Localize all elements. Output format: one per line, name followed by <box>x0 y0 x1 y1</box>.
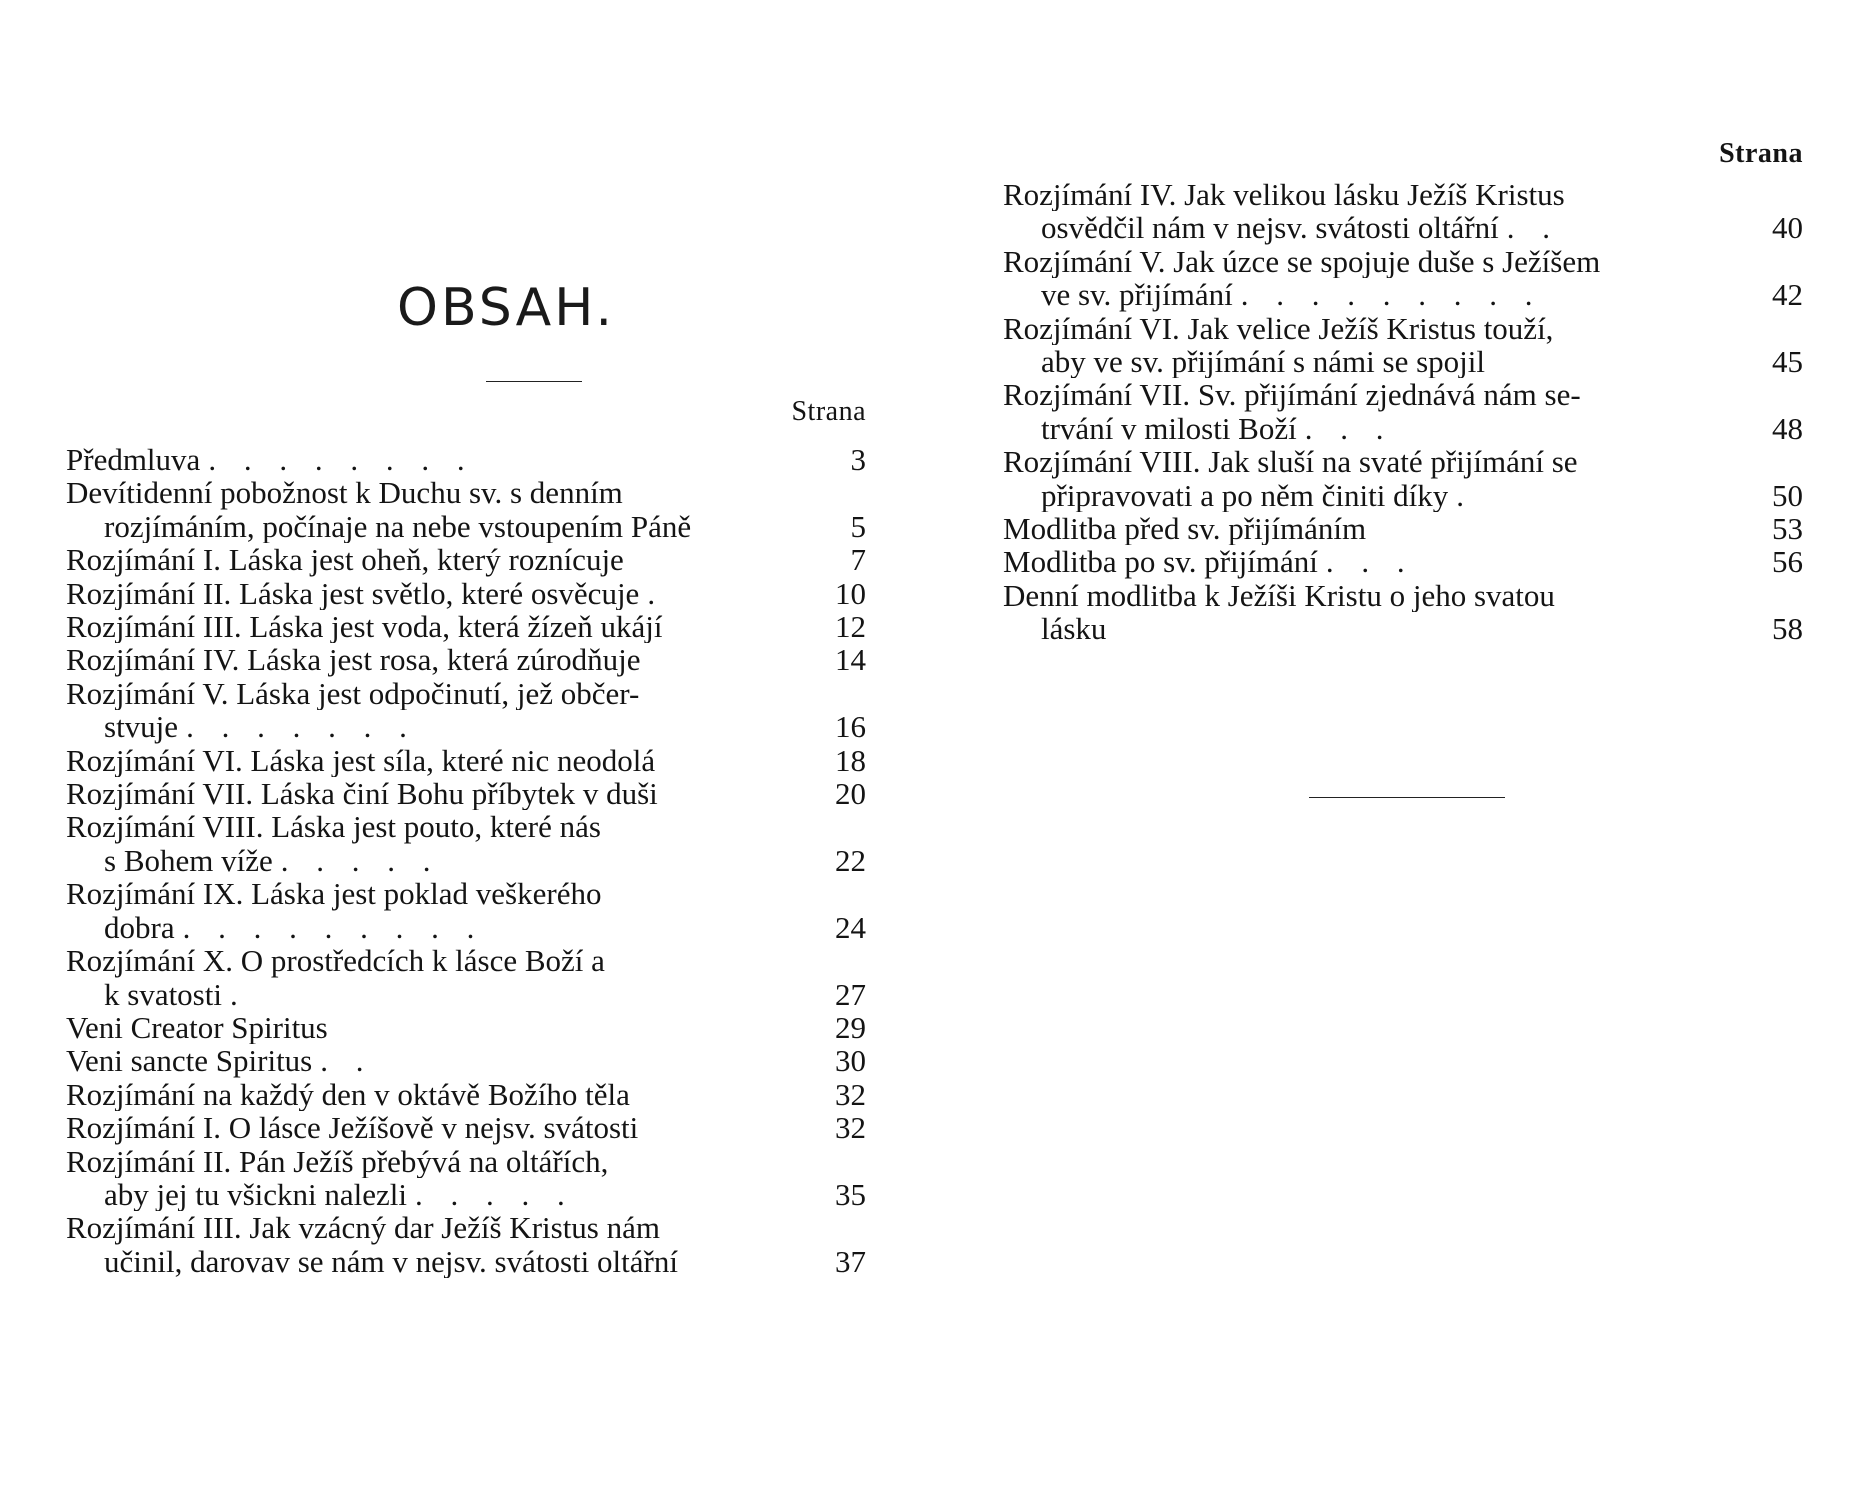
toc-entry-line <box>1003 579 1803 612</box>
toc-entry-line <box>66 677 866 710</box>
toc-entry <box>1003 445 1803 512</box>
toc-entry-title: Veni sancte Spiritus <box>66 1044 313 1078</box>
toc-entry-title: Rozjímání II. Pán Ježíš přebývá na oltářích, <box>66 1144 609 1178</box>
toc-page-number: 18 <box>835 742 866 778</box>
page-title: OBSAH. <box>397 278 615 338</box>
toc-entry-line <box>66 1211 866 1244</box>
toc-page-number: 3 <box>850 442 866 477</box>
toc-entry-title: Rozjímání I. Láska jest oheň, který roznícuje <box>66 543 624 577</box>
toc-entry-line <box>1003 312 1803 345</box>
toc-entry-title: stvuje <box>104 710 179 744</box>
toc-page-number: 42 <box>1772 277 1803 313</box>
toc-page-number: 20 <box>835 776 866 812</box>
toc-entry-title: aby jej tu všickni nalezli <box>104 1177 408 1212</box>
toc-entry-line <box>66 610 866 643</box>
toc-entry-title: Rozjímání VI. Jak velice Ježíš Kristus touží, <box>1003 311 1554 346</box>
toc-entry-line <box>1003 612 1803 645</box>
toc-entry <box>1003 545 1803 578</box>
toc-entry-line <box>66 1044 866 1077</box>
toc-entry <box>66 1011 866 1044</box>
toc-entry-line <box>66 710 866 743</box>
toc-entry-title: lásku <box>1041 612 1107 646</box>
toc-leader-dots: . . <box>320 1044 374 1078</box>
toc-page-number: 29 <box>835 1009 866 1045</box>
toc-entry-line <box>66 476 866 509</box>
toc-entry-title: učinil, darovav se nám v nejsv. svátosti oltářní <box>104 1244 678 1279</box>
toc-entry-line <box>66 443 866 476</box>
toc-leader-dots: . . . <box>1304 411 1394 446</box>
toc-entry <box>66 1211 866 1278</box>
toc-page-number: 35 <box>835 1176 866 1212</box>
toc-page-number: 16 <box>835 709 866 745</box>
toc-page-number: 30 <box>835 1043 866 1079</box>
toc-entry-title: Rozjímání III. Jak vzácný dar Ježíš Kristus nám <box>66 1211 660 1245</box>
toc-list-left <box>66 443 866 1278</box>
toc-page-number: 10 <box>835 575 866 611</box>
toc-entry-line <box>66 911 866 944</box>
toc-entry <box>66 476 866 543</box>
toc-entry-line <box>66 1078 866 1111</box>
toc-page-number: 40 <box>1772 210 1803 246</box>
toc-entry-line <box>66 577 866 610</box>
toc-entry-line <box>66 543 866 576</box>
toc-entry-title: Rozjímání V. Jak úzce se spojuje duše s Ježíšem <box>1003 244 1601 279</box>
toc-entry-line <box>66 1011 866 1044</box>
toc-page-number: 5 <box>850 508 866 544</box>
toc-entry-title: Rozjímání II. Láska jest světlo, které osvěcuje <box>66 576 640 611</box>
toc-leader-dots: . . . <box>1325 545 1415 579</box>
toc-entry-line <box>1003 278 1803 311</box>
toc-entry <box>66 1044 866 1077</box>
toc-leader-dots: . . . . . . . . . <box>182 910 485 945</box>
toc-entry-line <box>66 844 866 877</box>
toc-entry-line <box>1003 479 1803 512</box>
toc-leader-dots: . . . . . . . <box>186 710 417 744</box>
toc-entry-title: trvání v milosti Boží <box>1041 411 1297 446</box>
toc-entry-line <box>1003 412 1803 445</box>
toc-entry-line <box>66 944 866 977</box>
toc-entry-title: Rozjímání IV. Láska jest rosa, která zúrodňuje <box>66 643 641 677</box>
toc-entry <box>66 777 866 810</box>
toc-entry-title: Veni Creator Spiritus <box>66 1010 328 1045</box>
toc-entry-line <box>66 877 866 910</box>
toc-entry-line <box>1003 545 1803 578</box>
toc-entry-title: Rozjímání VI. Láska jest síla, které nic neodolá <box>66 743 656 778</box>
toc-entry <box>66 1111 866 1144</box>
toc-entry-line <box>66 744 866 777</box>
toc-page-number: 37 <box>835 1243 866 1279</box>
toc-page-number: 56 <box>1772 544 1803 580</box>
toc-entry-title: Rozjímání na každý den v oktávě Božího těla <box>66 1077 630 1112</box>
toc-entry-line <box>66 810 866 843</box>
end-rule <box>1309 797 1505 798</box>
toc-entry-line <box>1003 211 1803 244</box>
toc-entry-title: připravovati a po něm činiti díky <box>1041 478 1449 513</box>
toc-entry <box>66 944 866 1011</box>
toc-entry-line <box>66 643 866 676</box>
toc-entry-title: Rozjímání III. Láska jest voda, která žízeň ukájí <box>66 610 663 644</box>
toc-page-number: 27 <box>835 976 866 1012</box>
toc-page-number: 12 <box>835 609 866 645</box>
title-rule <box>486 381 582 382</box>
toc-entry-line <box>1003 245 1803 278</box>
toc-page-number: 7 <box>850 542 866 578</box>
toc-entry-title: Rozjímání I. O lásce Ježíšově v nejsv. svátosti <box>66 1111 639 1145</box>
toc-entry <box>66 1078 866 1111</box>
toc-entry-title: Rozjímání VIII. Láska jest pouto, které nás <box>66 810 601 844</box>
toc-entry <box>66 1145 866 1212</box>
toc-entry-title: Modlitba po sv. přijímání <box>1003 545 1318 579</box>
toc-entry-line <box>66 1111 866 1144</box>
toc-entry-title: osvědčil nám v nejsv. svátosti oltářní <box>1041 211 1499 245</box>
toc-entry <box>1003 378 1803 445</box>
toc-entry-title: Rozjímání VII. Láska činí Bohu příbytek v duši <box>66 777 658 811</box>
toc-entry-title: Rozjímání IV. Jak velikou lásku Ježíš Kristus <box>1003 178 1565 212</box>
toc-page-number: 53 <box>1772 511 1803 547</box>
toc-page-number: 22 <box>835 842 866 878</box>
toc-entry-title: Rozjímání X. O prostředcích k lásce Boží a <box>66 944 605 978</box>
toc-entry-title: dobra <box>104 910 175 945</box>
toc-page-number: 58 <box>1772 611 1803 647</box>
toc-entry <box>66 677 866 744</box>
toc-page-number: 32 <box>835 1110 866 1146</box>
toc-leader-dots: . <box>647 576 666 611</box>
toc-entry-title: Rozjímání VII. Sv. přijímání zjednává nám se- <box>1003 378 1581 412</box>
toc-entry-title: aby ve sv. přijímání s námi se spojil <box>1041 345 1485 379</box>
toc-entry <box>1003 245 1803 312</box>
toc-entry <box>1003 312 1803 379</box>
toc-leader-dots: . . . . . . . . <box>208 443 475 477</box>
page-column-heading: Strana <box>1719 138 1803 169</box>
toc-page-number: 48 <box>1772 410 1803 446</box>
toc-entry <box>66 443 866 476</box>
toc-entry-line <box>1003 445 1803 478</box>
toc-leader-dots: . . . . . <box>280 843 441 878</box>
toc-entry-title: ve sv. přijímání <box>1041 278 1233 312</box>
toc-entry <box>66 810 866 877</box>
toc-entry-title: Modlitba před sv. přijímáním <box>1003 512 1367 546</box>
toc-entry-line <box>1003 378 1803 411</box>
toc-entry <box>66 877 866 944</box>
toc-leader-dots: . . <box>1506 211 1560 245</box>
toc-entry <box>66 577 866 610</box>
toc-entry-title: Rozjímání IX. Láska jest poklad veškerého <box>66 877 602 911</box>
toc-entry-title: Devítidenní pobožnost k Duchu sv. s denním <box>66 476 623 510</box>
toc-page-number: 14 <box>835 642 866 678</box>
toc-entry <box>66 610 866 643</box>
toc-entry-title: Předmluva <box>66 443 201 477</box>
toc-entry-line <box>66 1245 866 1278</box>
toc-entry <box>1003 579 1803 646</box>
toc-entry <box>1003 178 1803 245</box>
toc-leader-dots: . <box>1456 478 1474 513</box>
toc-entry <box>66 744 866 777</box>
toc-entry-line <box>66 978 866 1011</box>
toc-entry <box>66 543 866 576</box>
toc-entry-line <box>1003 512 1803 545</box>
toc-leader-dots: . . . . . <box>415 1177 575 1212</box>
toc-entry-line <box>1003 178 1803 211</box>
toc-entry-line <box>1003 345 1803 378</box>
toc-entry-title: k svatosti <box>104 977 222 1011</box>
toc-entry-line <box>66 1145 866 1178</box>
toc-entry-title: Rozjímání VIII. Jak sluší na svaté přijímání se <box>1003 445 1578 479</box>
toc-list-right <box>1003 178 1803 646</box>
toc-entry-title: Rozjímání V. Láska jest odpočinutí, jež občer- <box>66 676 640 711</box>
toc-entry-title: rozjímáním, počínaje na nebe vstoupením Páně <box>104 509 692 544</box>
toc-page-number: 50 <box>1772 477 1803 513</box>
toc-leader-dots: . <box>229 977 248 1011</box>
toc-page-number: 45 <box>1772 344 1803 380</box>
toc-entry-title: Denní modlitba k Ježíši Kristu o jeho svatou <box>1003 578 1555 613</box>
toc-leader-dots: . . . . . . . . . <box>1240 278 1543 312</box>
toc-entry <box>66 643 866 676</box>
toc-entry-line <box>66 510 866 543</box>
toc-entry-title: s Bohem víže <box>104 843 273 878</box>
toc-page-number: 24 <box>835 909 866 945</box>
page-column-heading: Strana <box>791 396 866 427</box>
toc-entry <box>1003 512 1803 545</box>
toc-entry-line <box>66 777 866 810</box>
toc-entry-line <box>66 1178 866 1211</box>
toc-page-number: 32 <box>835 1076 866 1112</box>
